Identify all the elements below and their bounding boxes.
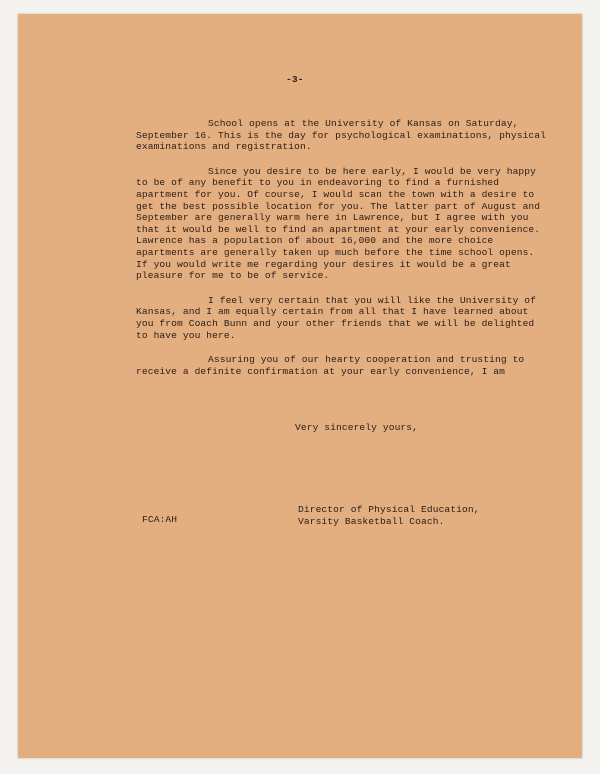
- paragraph-school-opens: School opens at the University of Kansas on Saturday, September 16. This is the day for psychological examinations, physical examinations and registration.: [136, 118, 547, 153]
- complimentary-close: Very sincerely yours,: [295, 422, 419, 433]
- paragraph-apartment: Since you desire to be here early, I would be very happy to be of any benefit to you in endeavoring to find a furnished apartment for you. Of course, I would scan the town with a desire to get the best possible location for you. The latter part of August and September are generally warm here in Lawrence, but I agree with you that it would be well to find an apartment at your early convenience. Lawrence has a population of about 16,000 and the more choice apartments are generally taken up much before the time school opens. If you would write me regarding your desires it would be a great pleasure for me to be of service.: [136, 165, 541, 282]
- page-number: -3-: [286, 74, 304, 85]
- signature-title-line: Director of Physical Education,: [298, 504, 480, 515]
- letter-body: [136, 118, 546, 390]
- paragraph-cooperation: Assuring you of our hearty cooperation and trusting to receive a definite confirmation at your early convenience, I am: [136, 354, 525, 377]
- signature-block: [298, 504, 480, 527]
- paragraph-university: I feel very certain that you will like the University of Kansas, and I am equally certain from all that I have learned about you from Coach Bunn and your other friends that we will be delighted to have you here.: [136, 294, 537, 341]
- typist-initials: FCA:AH: [142, 514, 178, 525]
- letter-page: [18, 14, 582, 758]
- signature-title-line: Varsity Basketball Coach.: [298, 515, 445, 527]
